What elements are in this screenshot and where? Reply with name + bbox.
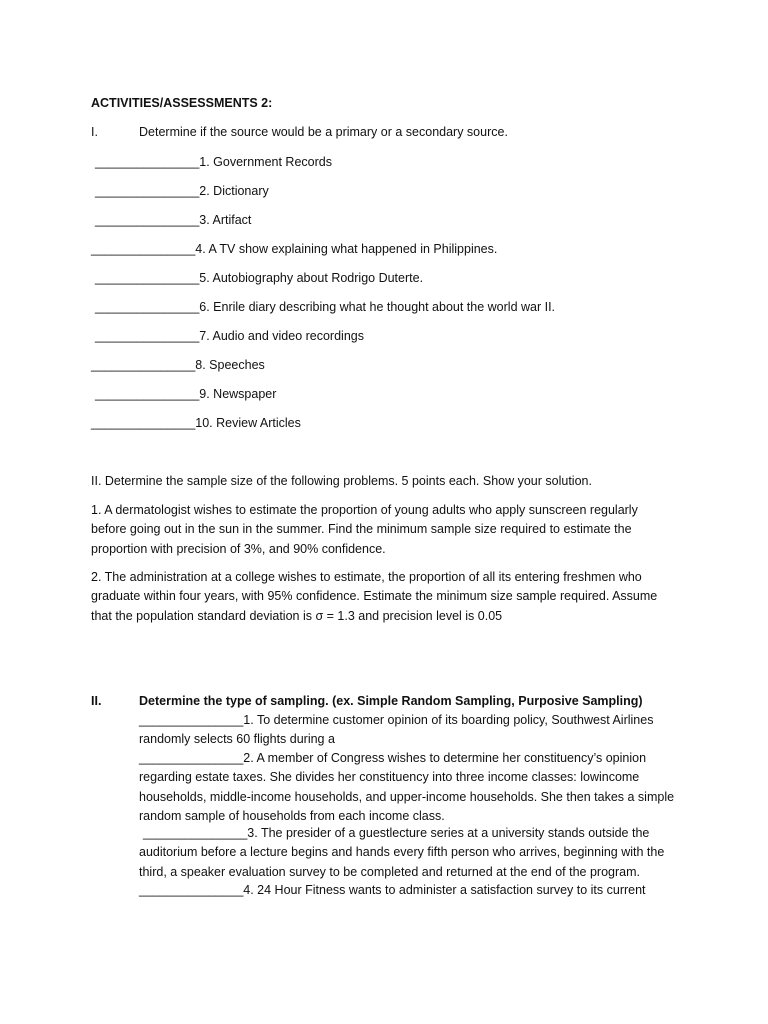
part1-item: _______________10. Review Articles	[91, 416, 301, 430]
part1-item: _______________3. Artifact	[95, 213, 252, 227]
part1-item: _______________2. Dictionary	[95, 184, 269, 198]
part1-instruction: Determine if the source would be a primary or a secondary source.	[139, 125, 508, 139]
part1-item: _______________5. Autobiography about Rodrigo Duterte.	[95, 271, 424, 285]
part3-numeral: II.	[91, 694, 102, 708]
part1-item: _______________8. Speeches	[91, 358, 265, 372]
part3-item: _______________2. A member of Congress wishes to determine her constituency’s opinion regarding estate taxes. She divides her constituency into three income classes: lowincome households, middle-income households, and upper-income households. She then takes a simple random sample of households from each income class.	[139, 751, 675, 823]
part3-instruction: Determine the type of sampling. (ex. Simple Random Sampling, Purposive Sampling)	[139, 694, 643, 708]
part1-numeral: I.	[91, 125, 98, 139]
part1-item: _______________4. A TV show explaining what happened in Philippines.	[91, 242, 498, 256]
part2-instruction: II. Determine the sample size of the following problems. 5 points each. Show your solution.	[91, 474, 592, 488]
part2-problem: 2. The administration at a college wishes to estimate, the proportion of all its entering freshmen who graduate within four years, with 95% confidence. Estimate the minimum size sample required. Assume that the population standard deviation is σ = 1.3 and precision level is 0.05	[91, 570, 658, 623]
part1-item: _______________6. Enrile diary describing what he thought about the world war II.	[95, 300, 556, 314]
part1-item: _______________9. Newspaper	[95, 387, 277, 401]
part2-problem: 1. A dermatologist wishes to estimate the proportion of young adults who apply sunscreen regularly before going out in the sun in the summer. Find the minimum sample size required to estimate the proportion with precision of 3%, and 90% confidence.	[91, 503, 638, 556]
part3-item: _______________1. To determine customer opinion of its boarding policy, Southwest Airlines randomly selects 60 flights during a	[139, 713, 654, 747]
page-title: ACTIVITIES/ASSESSMENTS 2:	[91, 96, 273, 110]
part3-item: _______________3. The presider of a guestlecture series at a university stands outside the auditorium before a lecture begins and hands every fifth person who arrives, beginning with the third, a speaker evaluation survey to be completed and returned at the end of the program.	[139, 826, 665, 879]
part1-item: _______________7. Audio and video recordings	[95, 329, 364, 343]
part1-item: _______________1. Government Records	[95, 155, 332, 169]
part3-item: _______________4. 24 Hour Fitness wants to administer a satisfaction survey to its current	[139, 883, 646, 897]
